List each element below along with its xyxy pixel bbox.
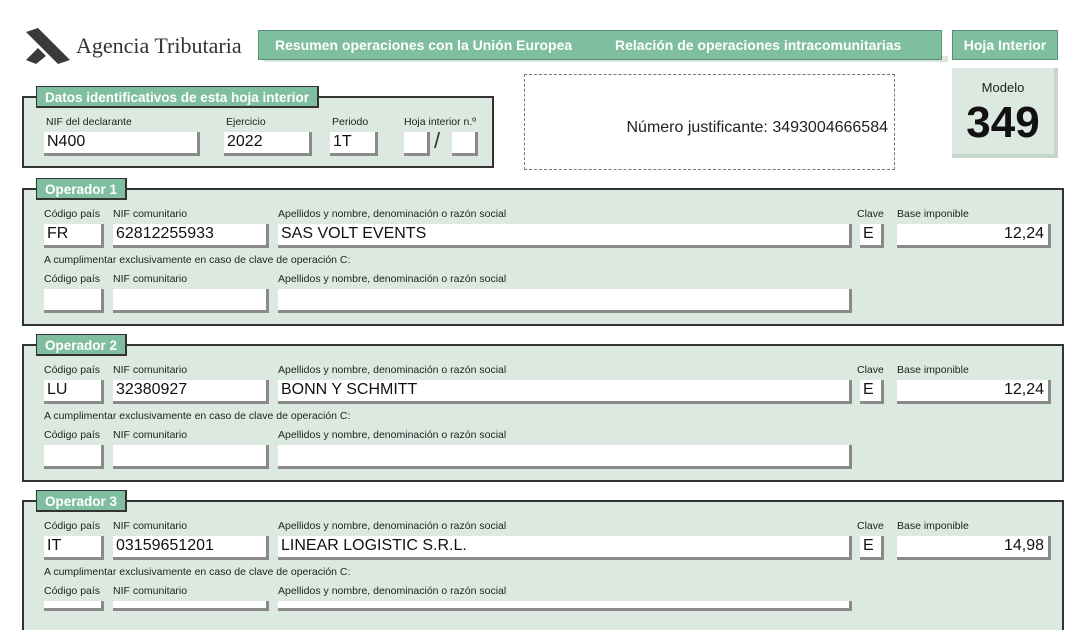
operador-1-c-nif-field[interactable] [113,289,269,313]
operador-2-title: Operador 2 [36,334,127,356]
modelo-label: Modelo [981,80,1025,95]
operador-1-nif-field[interactable]: 62812255933 [113,224,269,248]
clave-label: Clave [857,364,884,376]
codigo-pais-label: Código país [44,364,101,376]
codigo-pais-label: Código país [44,273,101,285]
hoja-interior-label: Hoja interior n.º [404,116,477,128]
nif-comunitario-label: NIF comunitario [113,273,188,285]
base-imponible-label: Base imponible [897,520,969,532]
hoja-separator-icon: / [434,128,441,153]
justificante-box [524,74,895,170]
operador-3-base-field[interactable]: 14,98 [897,536,1051,560]
numero-justificante: Número justificante: 3493004666584 [626,119,888,136]
operador-1-title: Operador 1 [36,178,127,200]
apellidos-label: Apellidos y nombre, denominación o razón social [278,208,507,220]
operador-2-pais-field[interactable]: LU [44,380,104,404]
hoja-interior-field-2[interactable] [452,132,478,156]
modelo-box [952,68,1058,158]
ejercicio-label: Ejercicio [226,116,266,128]
operador-3-title: Operador 3 [36,490,127,512]
operador-1-nombre-field[interactable]: SAS VOLT EVENTS [278,224,852,248]
hoja-interior-field-1[interactable] [404,132,430,156]
nif-declarante-label: NIF del declarante [46,116,132,128]
operador-3-nif-field[interactable]: 03159651201 [113,536,269,560]
operador-1-base-field[interactable]: 12,24 [897,224,1051,248]
operador-2-c-nombre-field[interactable] [278,445,852,469]
apellidos-label: Apellidos y nombre, denominación o razón social [278,273,507,285]
cumplimentar-note: A cumplimentar exclusivamente en caso de clave de operación C: [44,410,351,422]
operador-2-nif-field[interactable]: 32380927 [113,380,269,404]
operador-3-c-nombre-field[interactable] [278,601,852,611]
apellidos-label: Apellidos y nombre, denominación o razón social [278,585,507,597]
apellidos-label: Apellidos y nombre, denominación o razón social [278,429,507,441]
datos-section-title: Datos identificativos de esta hoja interior [36,86,319,108]
codigo-pais-label: Código país [44,208,101,220]
operador-3-pais-field[interactable]: IT [44,536,104,560]
operador-3-c-nif-field[interactable] [113,601,269,611]
clave-label: Clave [857,520,884,532]
nif-comunitario-label: NIF comunitario [113,208,188,220]
nif-comunitario-label: NIF comunitario [113,585,188,597]
apellidos-label: Apellidos y nombre, denominación o razón social [278,520,507,532]
codigo-pais-label: Código país [44,520,101,532]
logo-text: Agencia Tributaria [76,33,242,58]
operador-2-nombre-field[interactable]: BONN Y SCHMITT [278,380,852,404]
base-imponible-label: Base imponible [897,208,969,220]
base-imponible-label: Base imponible [897,364,969,376]
header-title-right: Relación de operaciones intracomunitarias [615,37,902,53]
cumplimentar-note: A cumplimentar exclusivamente en caso de clave de operación C: [44,566,351,578]
nif-declarante-field[interactable]: N400 [44,132,200,156]
operador-2-c-nif-field[interactable] [113,445,269,469]
operador-2-base-field[interactable]: 12,24 [897,380,1051,404]
operador-1-clave-field[interactable]: E [860,224,884,248]
operador-2-clave-field[interactable]: E [860,380,884,404]
nif-comunitario-label: NIF comunitario [113,429,188,441]
operador-1-pais-field[interactable]: FR [44,224,104,248]
periodo-label: Periodo [332,116,369,128]
agencia-tributaria-logo-icon [24,26,72,66]
ejercicio-field[interactable]: 2022 [224,132,312,156]
modelo-number: 349 [966,98,1040,147]
operador-3-clave-field[interactable]: E [860,536,884,560]
operador-1-c-pais-field[interactable] [44,289,104,313]
agencia-tributaria-logo [24,24,254,68]
codigo-pais-label: Código país [44,429,101,441]
codigo-pais-label: Código país [44,585,101,597]
operador-2-c-pais-field[interactable] [44,445,104,469]
periodo-field[interactable]: 1T [330,132,378,156]
header-band [258,30,942,60]
operador-3-c-pais-field[interactable] [44,601,104,611]
cumplimentar-note: A cumplimentar exclusivamente en caso de clave de operación C: [44,254,351,266]
operador-3-nombre-field[interactable]: LINEAR LOGISTIC S.R.L. [278,536,852,560]
apellidos-label: Apellidos y nombre, denominación o razón social [278,364,507,376]
clave-label: Clave [857,208,884,220]
nif-comunitario-label: NIF comunitario [113,520,188,532]
hoja-interior-tab: Hoja Interior [952,30,1058,60]
header-title-left: Resumen operaciones con la Unión Europea [275,37,573,53]
nif-comunitario-label: NIF comunitario [113,364,188,376]
operador-1-c-nombre-field[interactable] [278,289,852,313]
